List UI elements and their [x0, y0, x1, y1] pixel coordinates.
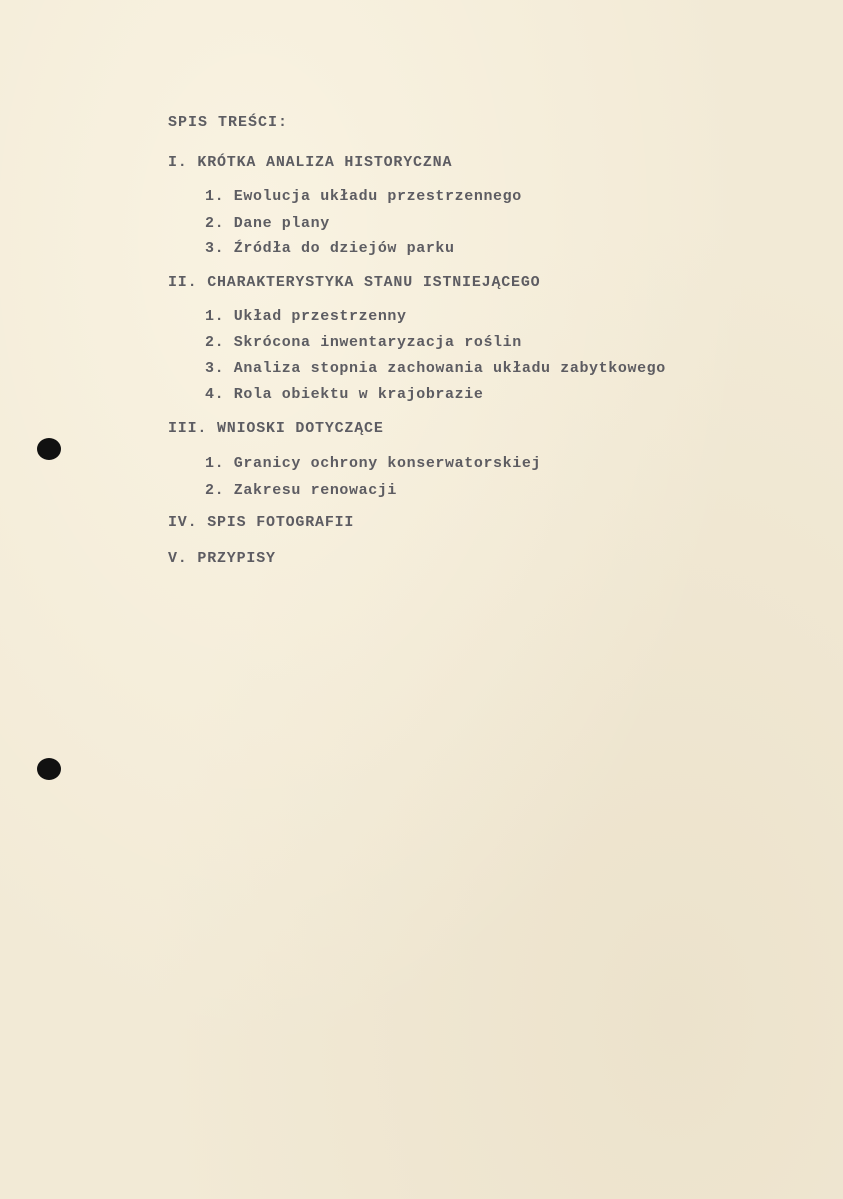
toc-item: 2. Skrócona inwentaryzacja roślin: [205, 334, 522, 351]
toc-item: 1. Ewolucja układu przestrzennego: [205, 188, 522, 205]
toc-title: SPIS TREŚCI:: [168, 114, 289, 131]
toc-section-5: V. PRZYPISY: [168, 550, 276, 567]
toc-item: 1. Granicy ochrony konserwatorskiej: [205, 455, 542, 472]
toc-section-3: III. WNIOSKI DOTYCZĄCE: [168, 420, 384, 437]
toc-item: 1. Układ przestrzenny: [205, 308, 407, 325]
toc-item: 2. Zakresu renowacji: [205, 482, 398, 499]
toc-item: 2. Dane plany: [205, 215, 330, 232]
toc-item: 3. Analiza stopnia zachowania układu zabytkowego: [205, 360, 666, 377]
toc-item: 4. Rola obiektu w krajobrazie: [205, 386, 484, 403]
toc-section-4: IV. SPIS FOTOGRAFII: [168, 514, 355, 531]
toc-section-2: II. CHARAKTERYSTYKA STANU ISTNIEJĄCEGO: [168, 274, 541, 291]
toc-section-1: I. KRÓTKA ANALIZA HISTORYCZNA: [168, 154, 453, 171]
toc-item: 3. Źródła do dziejów parku: [205, 240, 455, 257]
